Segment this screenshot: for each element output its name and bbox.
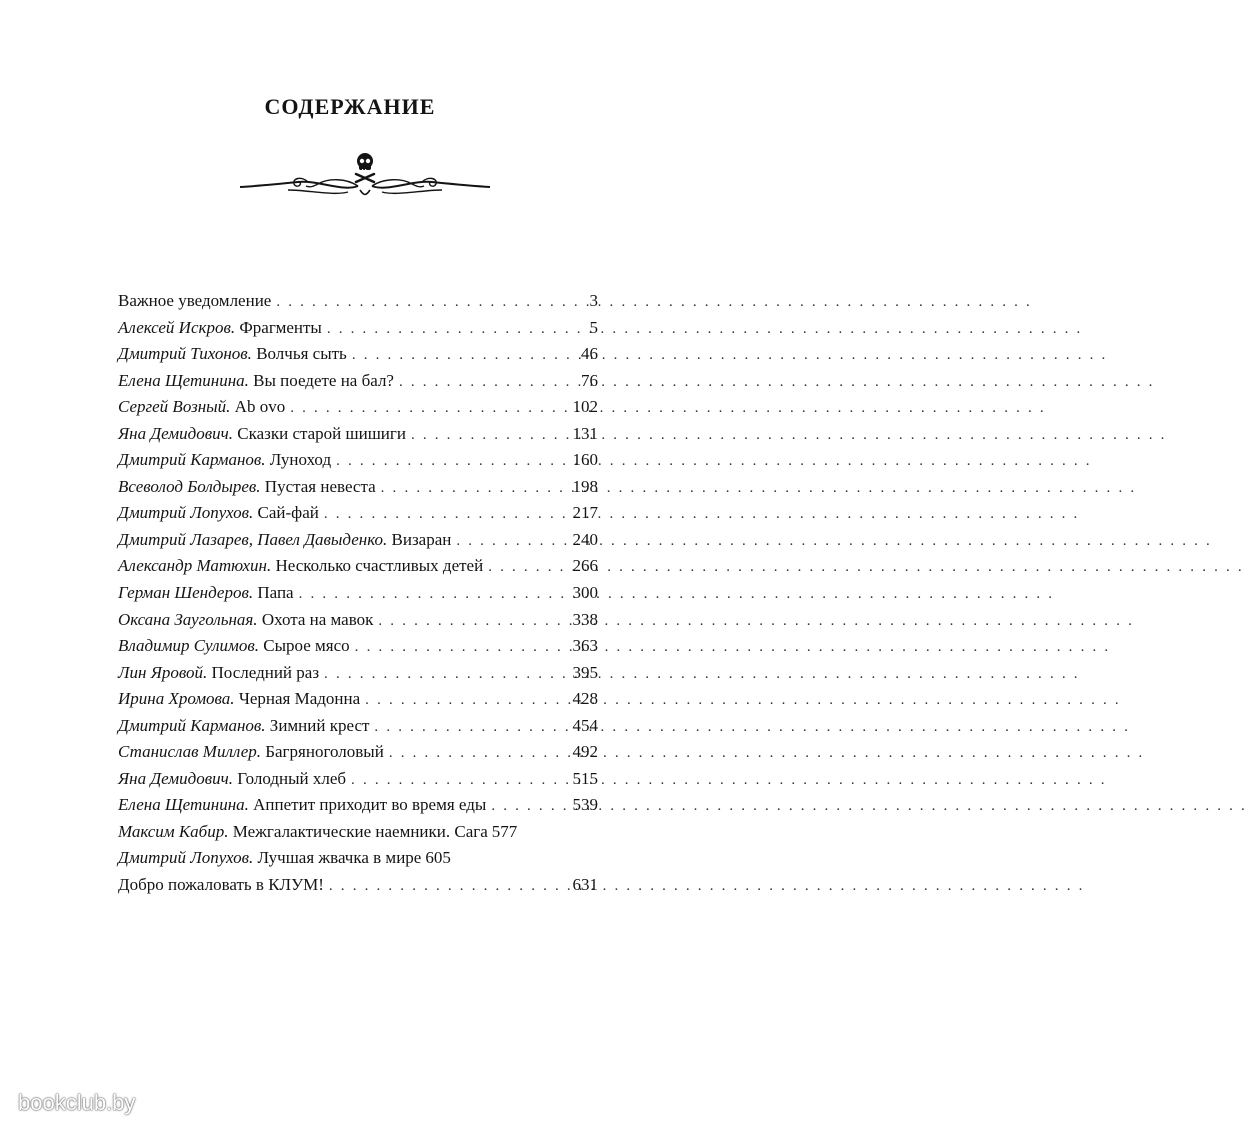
toc-author: Герман Шендеров.: [118, 583, 254, 603]
toc-page-number: 131: [572, 423, 598, 443]
toc-page-number: 363: [572, 636, 598, 656]
toc-entry-text: [118, 739, 384, 766]
toc-title: Несколько счастливых детей: [275, 556, 484, 576]
toc-entry: [118, 341, 598, 368]
dot-leader: [290, 395, 567, 422]
toc-entry: [118, 394, 598, 421]
toc-page-number: 338: [572, 609, 598, 629]
dot-leader: [399, 369, 571, 396]
toc-author: Максим Кабир.: [118, 821, 229, 841]
toc-title: Межгалактические наемники. Сага: [232, 821, 488, 841]
toc-page-number: 76: [581, 370, 598, 390]
toc-entry: [118, 686, 598, 713]
toc-title: Голодный хлеб: [237, 768, 347, 788]
toc-page-number: 539: [572, 795, 598, 815]
toc-author: Елена Щетинина.: [118, 370, 249, 390]
toc-author: Станислав Миллер.: [118, 742, 261, 762]
toc-entry: [118, 607, 598, 634]
toc-author: Дмитрий Лазарев, Павел Давыденко.: [118, 529, 388, 549]
toc-author: Дмитрий Лопухов.: [118, 848, 254, 868]
toc-entry: [118, 553, 598, 580]
toc-entry: [118, 500, 598, 527]
toc-author: Оксана Заугольная.: [118, 609, 258, 629]
toc-title: Ab ovo: [234, 397, 286, 417]
toc-entry-text: [118, 660, 319, 687]
toc-title: Последний раз: [211, 662, 320, 682]
toc-entry: [118, 474, 598, 501]
dot-leader: [389, 740, 568, 767]
toc-entry: [118, 633, 598, 660]
toc-author: Ирина Хромова.: [118, 689, 235, 709]
toc-entry: [118, 792, 598, 819]
dot-leader: [456, 528, 567, 555]
toc-page-number: 631: [572, 875, 598, 895]
toc-title: Папа: [257, 583, 294, 603]
toc-author: Дмитрий Карманов.: [118, 715, 266, 735]
toc-entry-text: [118, 394, 285, 421]
toc-entry: [118, 819, 598, 846]
dot-leader: [381, 475, 568, 502]
dot-leader: [336, 448, 567, 475]
toc-page-number: 198: [572, 476, 598, 496]
dot-leader: [378, 608, 567, 635]
toc-entry-text: [118, 713, 369, 740]
toc-page-number: 46: [581, 344, 598, 364]
toc-entry-text: [118, 845, 421, 872]
dot-leader: [276, 289, 571, 316]
toc-title: Фрагменты: [239, 317, 322, 337]
toc-page-number: 3: [589, 291, 598, 310]
toc-title: Волчья сыть: [256, 344, 347, 364]
toc-entry: [118, 845, 598, 872]
toc-entry: [118, 739, 598, 766]
dot-leader: [374, 714, 567, 741]
toc-title: Сказки старой шишиги: [237, 423, 406, 443]
toc-title: Лучшая жвачка в мире: [257, 848, 422, 868]
toc-author: Дмитрий Карманов.: [118, 450, 266, 470]
toc-entry-text: [118, 766, 346, 793]
toc-entry: [118, 527, 598, 554]
dot-leader: [299, 581, 568, 608]
toc-entry: [118, 421, 598, 448]
toc-title: Черная Мадонна: [238, 689, 361, 709]
toc-title: Визаран: [391, 529, 452, 549]
toc-page-number: 454: [572, 715, 598, 735]
dot-leader: [327, 316, 571, 343]
toc-page-number: 492: [572, 742, 598, 762]
dot-leader: [365, 687, 567, 714]
toc-page-number: 266: [572, 556, 598, 576]
toc-page-number: 217: [572, 503, 598, 523]
toc-entry-text: [118, 447, 331, 474]
toc-entry: [118, 872, 598, 899]
dot-leader: [324, 501, 568, 528]
toc-entry-text: [118, 421, 406, 448]
toc-author: Сергей Возный.: [118, 397, 231, 417]
toc-title: Сай-фай: [257, 503, 319, 523]
toc-author: Елена Щетинина.: [118, 795, 249, 815]
toc-author: Всеволод Болдырев.: [118, 476, 261, 496]
toc-entry-text: [118, 819, 488, 846]
toc-entry-text: [118, 580, 294, 607]
toc-page-number: 240: [572, 529, 598, 549]
toc-title: Багряноголовый: [265, 742, 384, 762]
toc-entry-text: [118, 607, 373, 634]
toc-title: Охота на мавок: [261, 609, 374, 629]
toc-page-number: 577: [491, 821, 518, 841]
dot-leader: [411, 422, 568, 449]
toc-title: Добро пожаловать в КЛУМ!: [118, 875, 324, 895]
toc-page-number: 395: [572, 662, 598, 682]
toc-entry: [118, 288, 598, 315]
toc-entry: [118, 447, 598, 474]
table-of-contents: [118, 288, 598, 899]
toc-entry: [118, 660, 598, 687]
dot-leader: [324, 661, 567, 688]
toc-title: Сырое мясо: [263, 636, 350, 656]
toc-page-number: 102: [572, 397, 598, 417]
toc-entry-text: [118, 792, 486, 819]
skull-flourish-icon: [238, 148, 492, 200]
toc-title: Зимний крест: [269, 715, 370, 735]
toc-entry-text: [118, 872, 324, 899]
dot-leader: [352, 342, 571, 369]
toc-title: Луноход: [269, 450, 332, 470]
toc-entry-text: [118, 474, 376, 501]
toc-entry-text: [118, 341, 347, 368]
toc-entry: [118, 368, 598, 395]
toc-entry: [118, 766, 598, 793]
toc-entry-text: [118, 527, 451, 554]
toc-author: Владимир Сулимов.: [118, 636, 260, 656]
toc-page-number: 515: [572, 768, 598, 788]
toc-entry: [118, 580, 598, 607]
dot-leader: [488, 554, 567, 581]
watermark: bookclub.by: [18, 1090, 136, 1115]
toc-author: Дмитрий Тихонов.: [118, 344, 252, 364]
dot-leader: [329, 873, 568, 900]
toc-title: Аппетит приходит во время еды: [253, 795, 487, 815]
toc-page-number: 428: [572, 689, 598, 709]
toc-author: Алексей Искров.: [118, 317, 236, 337]
dot-leader: [355, 634, 568, 661]
toc-entry-text: [118, 633, 350, 660]
toc-page-number: 300: [572, 583, 598, 603]
toc-entry: [118, 713, 598, 740]
page-title: СОДЕРЖАНИЕ: [264, 94, 436, 119]
toc-page-number: 160: [572, 450, 598, 470]
toc-entry-text: [118, 315, 322, 342]
toc-entry-text: [118, 288, 271, 315]
toc-entry-text: [118, 686, 360, 713]
toc-title: Пустая невеста: [264, 476, 376, 496]
toc-author: Дмитрий Лопухов.: [118, 503, 254, 523]
toc-page-number: 5: [589, 317, 598, 337]
toc-page-number: 605: [425, 848, 451, 868]
toc-entry: [118, 315, 598, 342]
toc-entry-text: [118, 553, 483, 580]
toc-author: Лин Яровой.: [118, 662, 208, 682]
dot-leader: [351, 767, 567, 794]
toc-title: Вы поедете на бал?: [253, 370, 394, 390]
dot-leader: [491, 793, 567, 820]
toc-author: Яна Демидович.: [118, 768, 233, 788]
toc-author: Яна Демидович.: [118, 423, 233, 443]
toc-author: Александр Матюхин.: [118, 556, 272, 576]
toc-title: Важное уведомление: [118, 291, 272, 310]
toc-entry-text: [118, 500, 319, 527]
toc-entry-text: [118, 368, 394, 395]
